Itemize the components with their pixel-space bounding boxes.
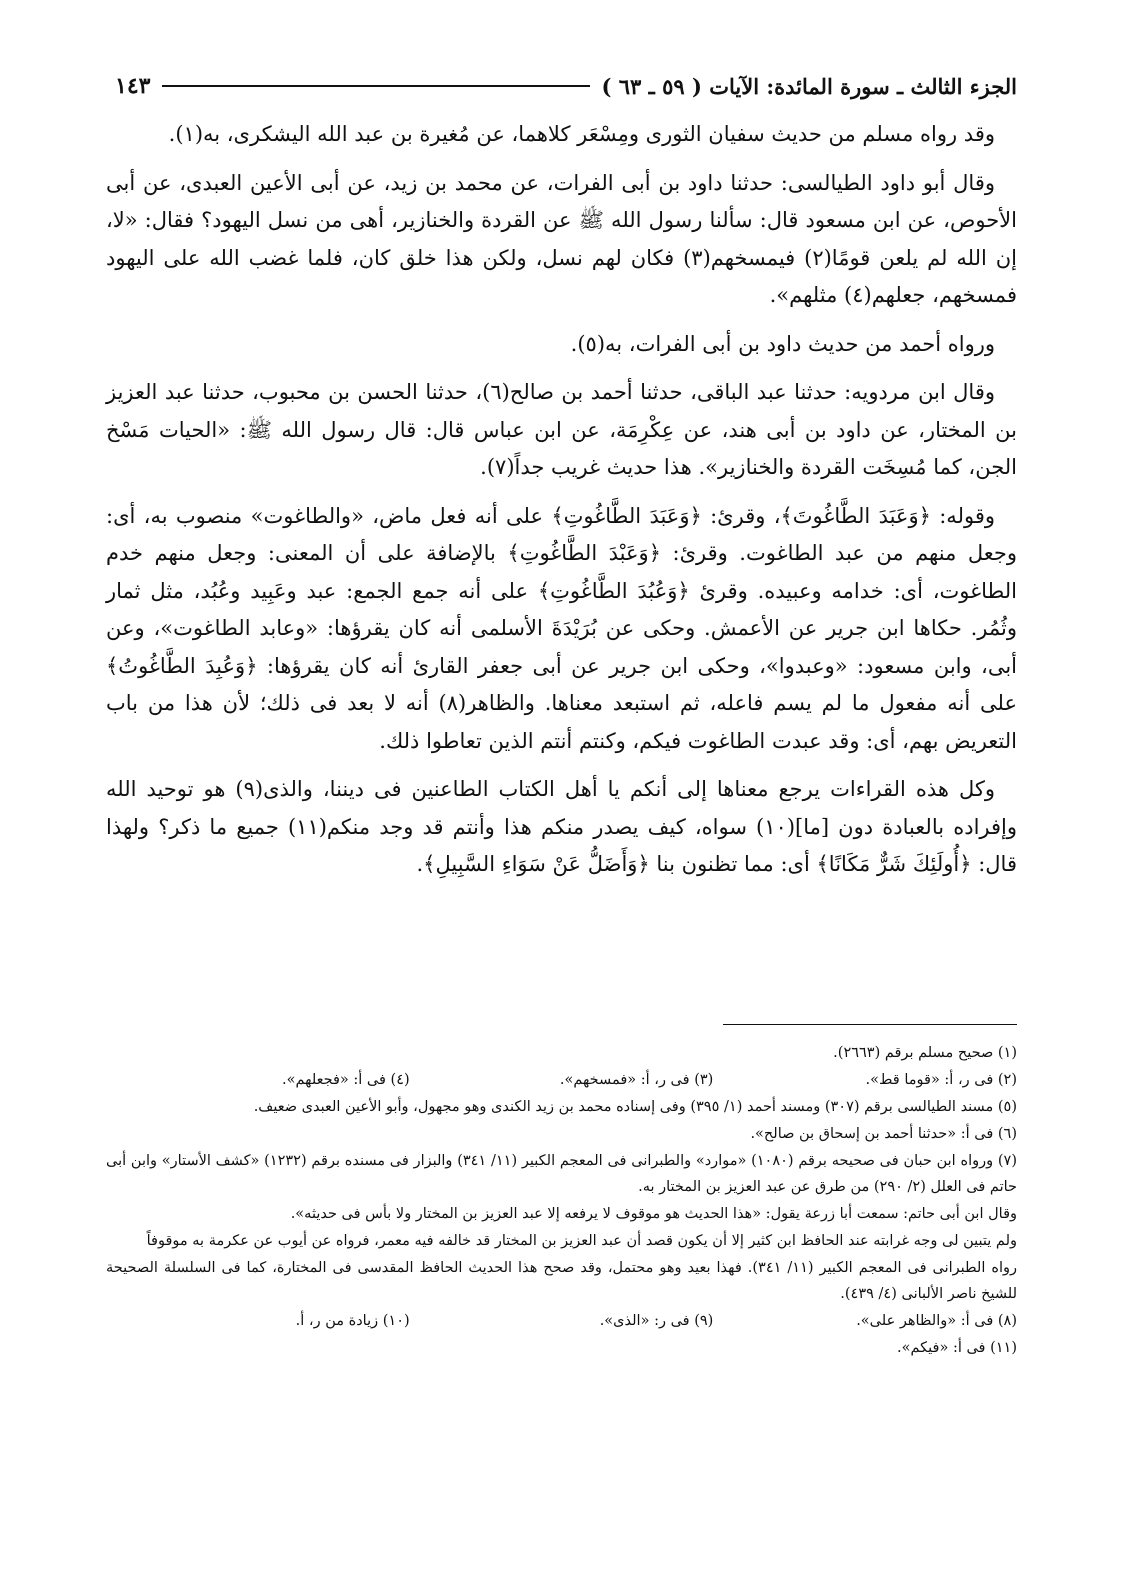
paragraph-3: ورواه أحمد من حديث داود بن أبى الفرات، به(٥).: [570, 331, 995, 356]
footnote-separator: [723, 1024, 1017, 1025]
footnote-row-8-10: [106, 1308, 1017, 1334]
footnote-11: (١١) فى أ: «فيكم».: [897, 1340, 1017, 1356]
footnote-row-2-4: [106, 1067, 1017, 1093]
paragraph-6: وكل هذه القراءات يرجع معناها إلى أنكم يا أهل الكتاب الطاعنين فى ديننا، والذى(٩) هو توحيد الله وإفراده بالعبادة دون [ما](١٠) سواه، كيف يصدر منكم هذا وأنتم قد وجد منكم(١١) جميع ما ذكر؟ ولهذا قال: ﴿أُولَئِكَ شَرٌّ مَكَانًا﴾ أى: مما تظنون بنا ﴿وَأَضَلُّ عَنْ سَوَاءِ السَّبِيلِ﴾.: [106, 777, 1017, 876]
paragraph-1: وقد رواه مسلم من حديث سفيان الثورى ومِسْعَر كلاهما، عن مُغيرة بن عبد الله اليشكرى، به(١).: [168, 122, 995, 146]
footnote-9: (٩) فى ر: «الذى».: [599, 1313, 714, 1329]
paragraph-5: وقوله: ﴿وَعَبَدَ الطَّاغُوتَ﴾، وقرئ: ﴿وَعَبَدَ الطَّاغُوتِ﴾ على أنه فعل ماض، «والطاغوت» منصوب به، أى: وجعل منهم من عبد الطاغوت. وقرئ: ﴿وَعَبْدَ الطَّاغُوتِ﴾ بالإضافة على أن المعنى: وجعل منهم خدم الطاغوت، أى: خدامه وعبيده. وقرئ ﴿وَعُبُدَ الطَّاغُوتِ﴾ على أنه جمع الجمع: عبد وعَبِيد وعُبُد، مثل ثمار وثُمُر. حكاها ابن جرير عن الأعمش. وحكى عن بُرَيْدَةَ الأسلمى أنه كان يقرؤها: «وعابد الطاغوت»، وعن أبى، وابن مسعود: «وعبدوا»، وحكى ابن جرير عن أبى جعفر القارئ أنه كان يقرؤها: ﴿وَعُبِدَ الطَّاغُوتُ﴾ على أنه مفعول ما لم يسم فاعله، ثم استبعد معناها. والظاهر(٨) أنه لا بعد فى ذلك؛ لأن هذا من باب التعريض بهم، أى: وقد عبدت الطاغوت فيكم، وكنتم أنتم الذين تعاطوا ذلك.: [106, 503, 1017, 753]
header-rule: [162, 85, 589, 87]
main-text: [106, 116, 1017, 895]
footnotes: [106, 1040, 1017, 1362]
footnote-7: (٧) ورواه ابن حبان فى صحيحه برقم (١٠٨٠) «موارد» والطبرانى فى المعجم الكبير (١١/ ٣٤١) والبزار فى مسنده برقم (١٢٣٢) «كشف الأستار» وابن أبى حاتم فى العلل (٢/ ٢٩٠) من طرق عن عبد العزيز بن المختار به.: [106, 1153, 1017, 1195]
footnote-8: (٨) فى أ: «والظاهر على».: [856, 1313, 1017, 1329]
footnote-2: (٢) فى ر، أ: «قوما قط».: [865, 1072, 1017, 1088]
footnote-7-continued-3: رواه الطبرانى فى المعجم الكبير (١١/ ٣٤١). فهذا بعيد وهو محتمل، وقد صحح هذا الحديث الحافظ المقدسى فى المختارة، كما فى السلسلة الصحيحة للشيخ ناصر الألبانى (٤/ ٤٣٩).: [106, 1260, 1017, 1302]
footnote-7-continued-2: ولم يتبين لى وجه غرابته عند الحافظ ابن كثير إلا أن يكون قصد أن عبد العزيز بن المختار قد خالفه فيه معمر، فرواه عن أيوب عن عكرمة به موقوفاً: [146, 1233, 1017, 1249]
footnote-4: (٤) فى أ: «فجعلهم».: [282, 1072, 410, 1088]
page-number: ١٤٣: [115, 73, 151, 99]
paragraph-2: وقال أبو داود الطيالسى: حدثنا داود بن أبى الفرات، عن محمد بن زيد، عن أبى الأعين العبدى، عن أبى الأحوص، عن ابن مسعود قال: سألنا رسول الله ﷺ عن القردة والخنازير، أهى من نسل اليهود؟ فقال: «لا، إن الله لم يلعن قومًا(٢) فيمسخهم(٣) فكان لهم نسل، ولكن هذا خلق كان، فلما غضب الله على اليهود فمسخهم، جعلهم(٤) مثلهم».: [106, 170, 1017, 307]
running-header: [115, 68, 1017, 104]
footnote-7-continued: وقال ابن أبى حاتم: سمعت أبا زرعة يقول: «هذا الحديث هو موقوف لا يرفعه إلا عبد العزيز بن المختار ولا بأس فى حديثه».: [290, 1206, 1017, 1222]
paragraph-4: وقال ابن مردويه: حدثنا عبد الباقى، حدثنا أحمد بن صالح(٦)، حدثنا الحسن بن محبوب، حدثنا عبد العزيز بن المختار، عن داود بن أبى هند، عن عِكْرِمَة، عن ابن عباس قال: قال رسول الله ﷺ: «الحيات مَسْخ الجن، كما مُسِخَت القردة والخنازير». هذا حديث غريب جداً(٧).: [106, 380, 1017, 479]
footnote-6: (٦) فى أ: «حدثنا أحمد بن إسحاق بن صالح».: [750, 1126, 1017, 1142]
footnote-1: (١) صحيح مسلم برقم (٢٦٦٣).: [833, 1045, 1017, 1061]
footnote-10: (١٠) زيادة من ر، أ.: [295, 1313, 410, 1329]
footnote-3: (٣) فى ر، أ: «فمسخهم».: [559, 1072, 714, 1088]
header-title: الجزء الثالث ـ سورة المائدة: الآيات ( ٥٩ ـ ٦٣ ): [601, 73, 1017, 99]
footnote-5: (٥) مسند الطيالسى برقم (٣٠٧) ومسند أحمد (١/ ٣٩٥) وفى إسناده محمد بن زيد الكندى وهو مجهول، وأبو الأعين العبدى ضعيف.: [253, 1099, 1017, 1115]
